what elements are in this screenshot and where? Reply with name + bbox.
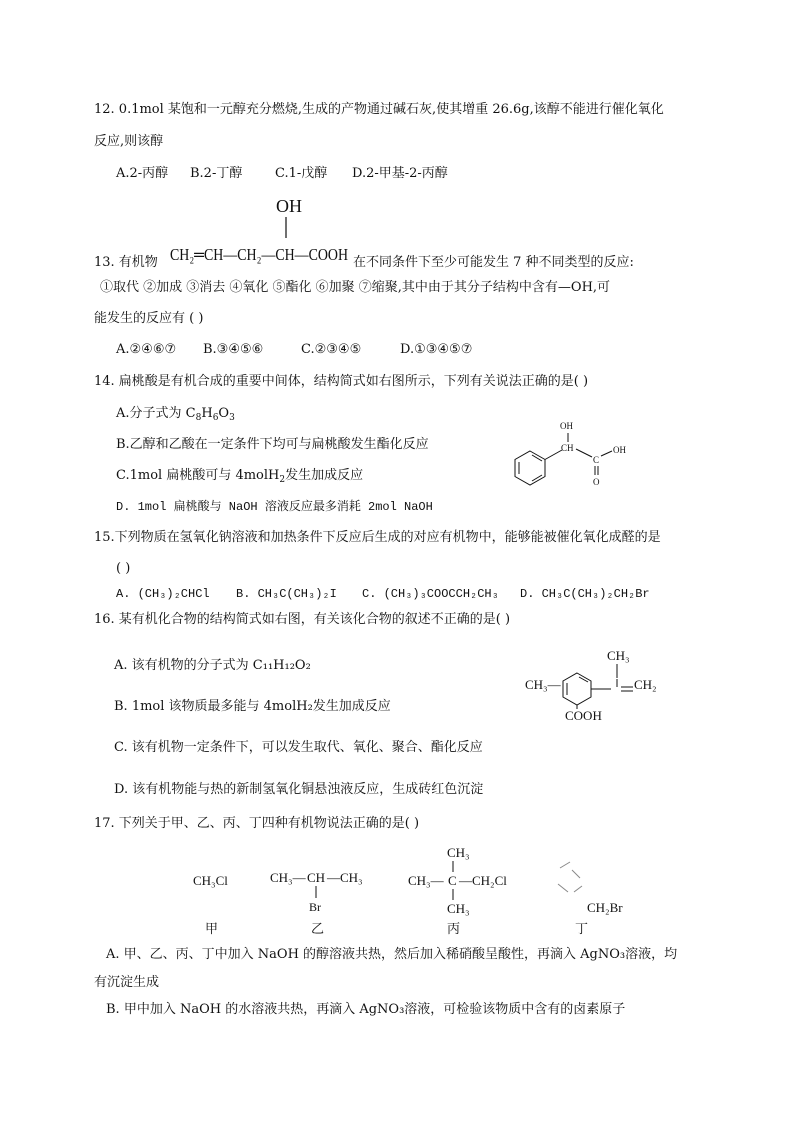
q17-option-a-line2: 有沉淀生成 xyxy=(94,975,160,990)
q14-stem: 14. 扁桃酸是有机合成的重要中间体，结构简式如右图所示，下列有关说法正确的是( ) xyxy=(94,374,589,389)
q16-structure xyxy=(525,643,675,725)
q16-fig-cooh: COOH xyxy=(565,708,602,723)
q16-option-a: A. 该有机物的分子式为 C₁₁H₁₂O₂ xyxy=(114,658,311,673)
q13-option-c: C.②③④⑤ xyxy=(301,342,362,357)
q17-fig-ding-cyclopropyl xyxy=(558,862,582,892)
q16-fig-ch3-top: CH₃ xyxy=(607,648,630,663)
q13-option-a: A.②④⑥⑦ xyxy=(116,342,177,357)
q16-option-c: C. 该有机物一定条件下，可以发生取代、氧化、聚合、酯化反应 xyxy=(114,740,483,755)
q15-stem-line2: ( ) xyxy=(116,561,131,576)
q14-option-c: C.1mol 扁桃酸可与 4molH$_2$发生加成反应 xyxy=(116,468,364,485)
q13-suffix: 在不同条件下至少可能发生 7 种不同类型的反应: xyxy=(353,255,634,270)
q14-option-b: B.乙醇和乙酸在一定条件下均可与扁桃酸发生酯化反应 xyxy=(116,437,429,452)
q12-stem-line2: 反应,则该醇 xyxy=(94,134,164,149)
q17-fig-bing-left: CH₃— xyxy=(408,873,444,888)
q17-fig-bing-bot: CH₃ xyxy=(447,901,470,916)
q14-fig-c: C xyxy=(593,455,600,465)
q13-stem-line3: 能发生的反应有 ( ) xyxy=(94,311,204,326)
q16-stem: 16. 某有机化合物的结构简式如右图，有关该化合物的叙述不正确的是( ) xyxy=(94,612,511,627)
q12-option-d: D.2-甲基-2-丙醇 xyxy=(352,166,448,181)
q17-stem: 17. 下列关于甲、乙、丙、丁四种有机物说法正确的是( ) xyxy=(94,816,420,831)
q17-option-a-line1: A. 甲、乙、丙、丁中加入 NaOH 的醇溶液共热，然后加入稀硝酸呈酸性，再滴入 AgNO₃溶液，均 xyxy=(106,947,678,962)
q15-option-d: D. CH₃C(CH₃)₂CH₂Br xyxy=(520,587,650,601)
q17-label-ding: 丁 xyxy=(575,921,589,936)
q15-stem-line1: 15.下列物质在氢氧化钠溶液和加热条件下反应后生成的对应有机物中，能够能被催化氧化成醛的是 xyxy=(94,530,661,545)
q17-structures xyxy=(190,840,650,940)
q12-option-b: B.2-丁醇 xyxy=(190,166,243,181)
q16-option-d: D. 该有机物能与热的新制氢氧化铜悬浊液反应，生成砖红色沉淀 xyxy=(114,782,484,797)
q16-fig-ch2: CH₂ xyxy=(634,677,657,692)
q13-structure xyxy=(170,190,360,270)
q17-label-yi: 乙 xyxy=(311,921,325,936)
q17-fig-yi-left: CH₃— xyxy=(270,870,306,885)
q12-stem-line1: 12. 0.1mol 某饱和一元醇充分燃烧,生成的产物通过碱石灰,使其增重 26.6g,该醇不能进行催化氧化 xyxy=(94,102,664,117)
q17-option-b: B. 甲中加入 NaOH 的水溶液共热，再滴入 AgNO₃溶液，可检验该物质中含有的卤素原子 xyxy=(106,1002,626,1017)
q15-option-b: B. CH₃C(CH₃)₂I xyxy=(236,587,337,601)
q13-struct-oh: OH xyxy=(276,196,302,216)
q17-fig-jia: CH₃Cl xyxy=(193,873,228,888)
q14-option-a: A.分子式为 $C_8H_6O_3$ xyxy=(116,406,235,423)
q17-fig-yi-mid: CH xyxy=(307,870,326,885)
q17-label-bing: 丙 xyxy=(447,921,461,936)
q17-fig-bing-right: —CH₂Cl xyxy=(459,873,507,888)
q13-option-b: B.③④⑤⑥ xyxy=(203,342,264,357)
q14-mandelic-acid-structure xyxy=(500,415,640,495)
q14-fig-oh: OH xyxy=(560,421,573,431)
q17-fig-yi-br: Br xyxy=(309,900,321,914)
q15-option-a: A. (CH₃)₂CHCl xyxy=(116,587,210,601)
q17-fig-bing-c: C xyxy=(448,873,457,888)
q17-fig-yi-right: —CH₃ xyxy=(327,870,363,885)
q13-stem-line2: ①取代 ②加成 ③消去 ④氧化 ⑤酯化 ⑥加聚 ⑦缩聚,其中由于其分子结构中含有—OH,可 xyxy=(100,280,611,295)
q14-option-d: D. 1mol 扁桃酸与 NaOH 溶液反应最多消耗 2mol NaOH xyxy=(116,500,433,514)
q17-fig-ding: CH₂Br xyxy=(587,900,623,915)
q13-struct-main: CH₂═CH—CH₂—CH—COOH xyxy=(170,245,348,264)
q17-label-jia: 甲 xyxy=(205,921,219,936)
q16-fig-ch3-left: CH₃— xyxy=(525,677,561,692)
q14-fig-oh2: OH xyxy=(613,445,626,455)
q13-prefix: 13. 有机物 xyxy=(94,255,158,270)
q15-option-c: C. (CH₃)₃COOCCH₂CH₃ xyxy=(362,587,499,601)
q13-option-d: D.①③④⑤⑦ xyxy=(400,342,473,357)
q16-option-b: B. 1mol 该物质最多能与 4molH₂发生加成反应 xyxy=(114,699,391,714)
q14-fig-ch: CH xyxy=(561,443,574,453)
q17-fig-bing-top: CH₃ xyxy=(447,845,470,860)
q14-fig-o: O xyxy=(593,477,600,487)
q12-option-c: C.1-戊醇 xyxy=(275,166,328,181)
q12-option-a: A.2-丙醇 xyxy=(116,166,169,181)
